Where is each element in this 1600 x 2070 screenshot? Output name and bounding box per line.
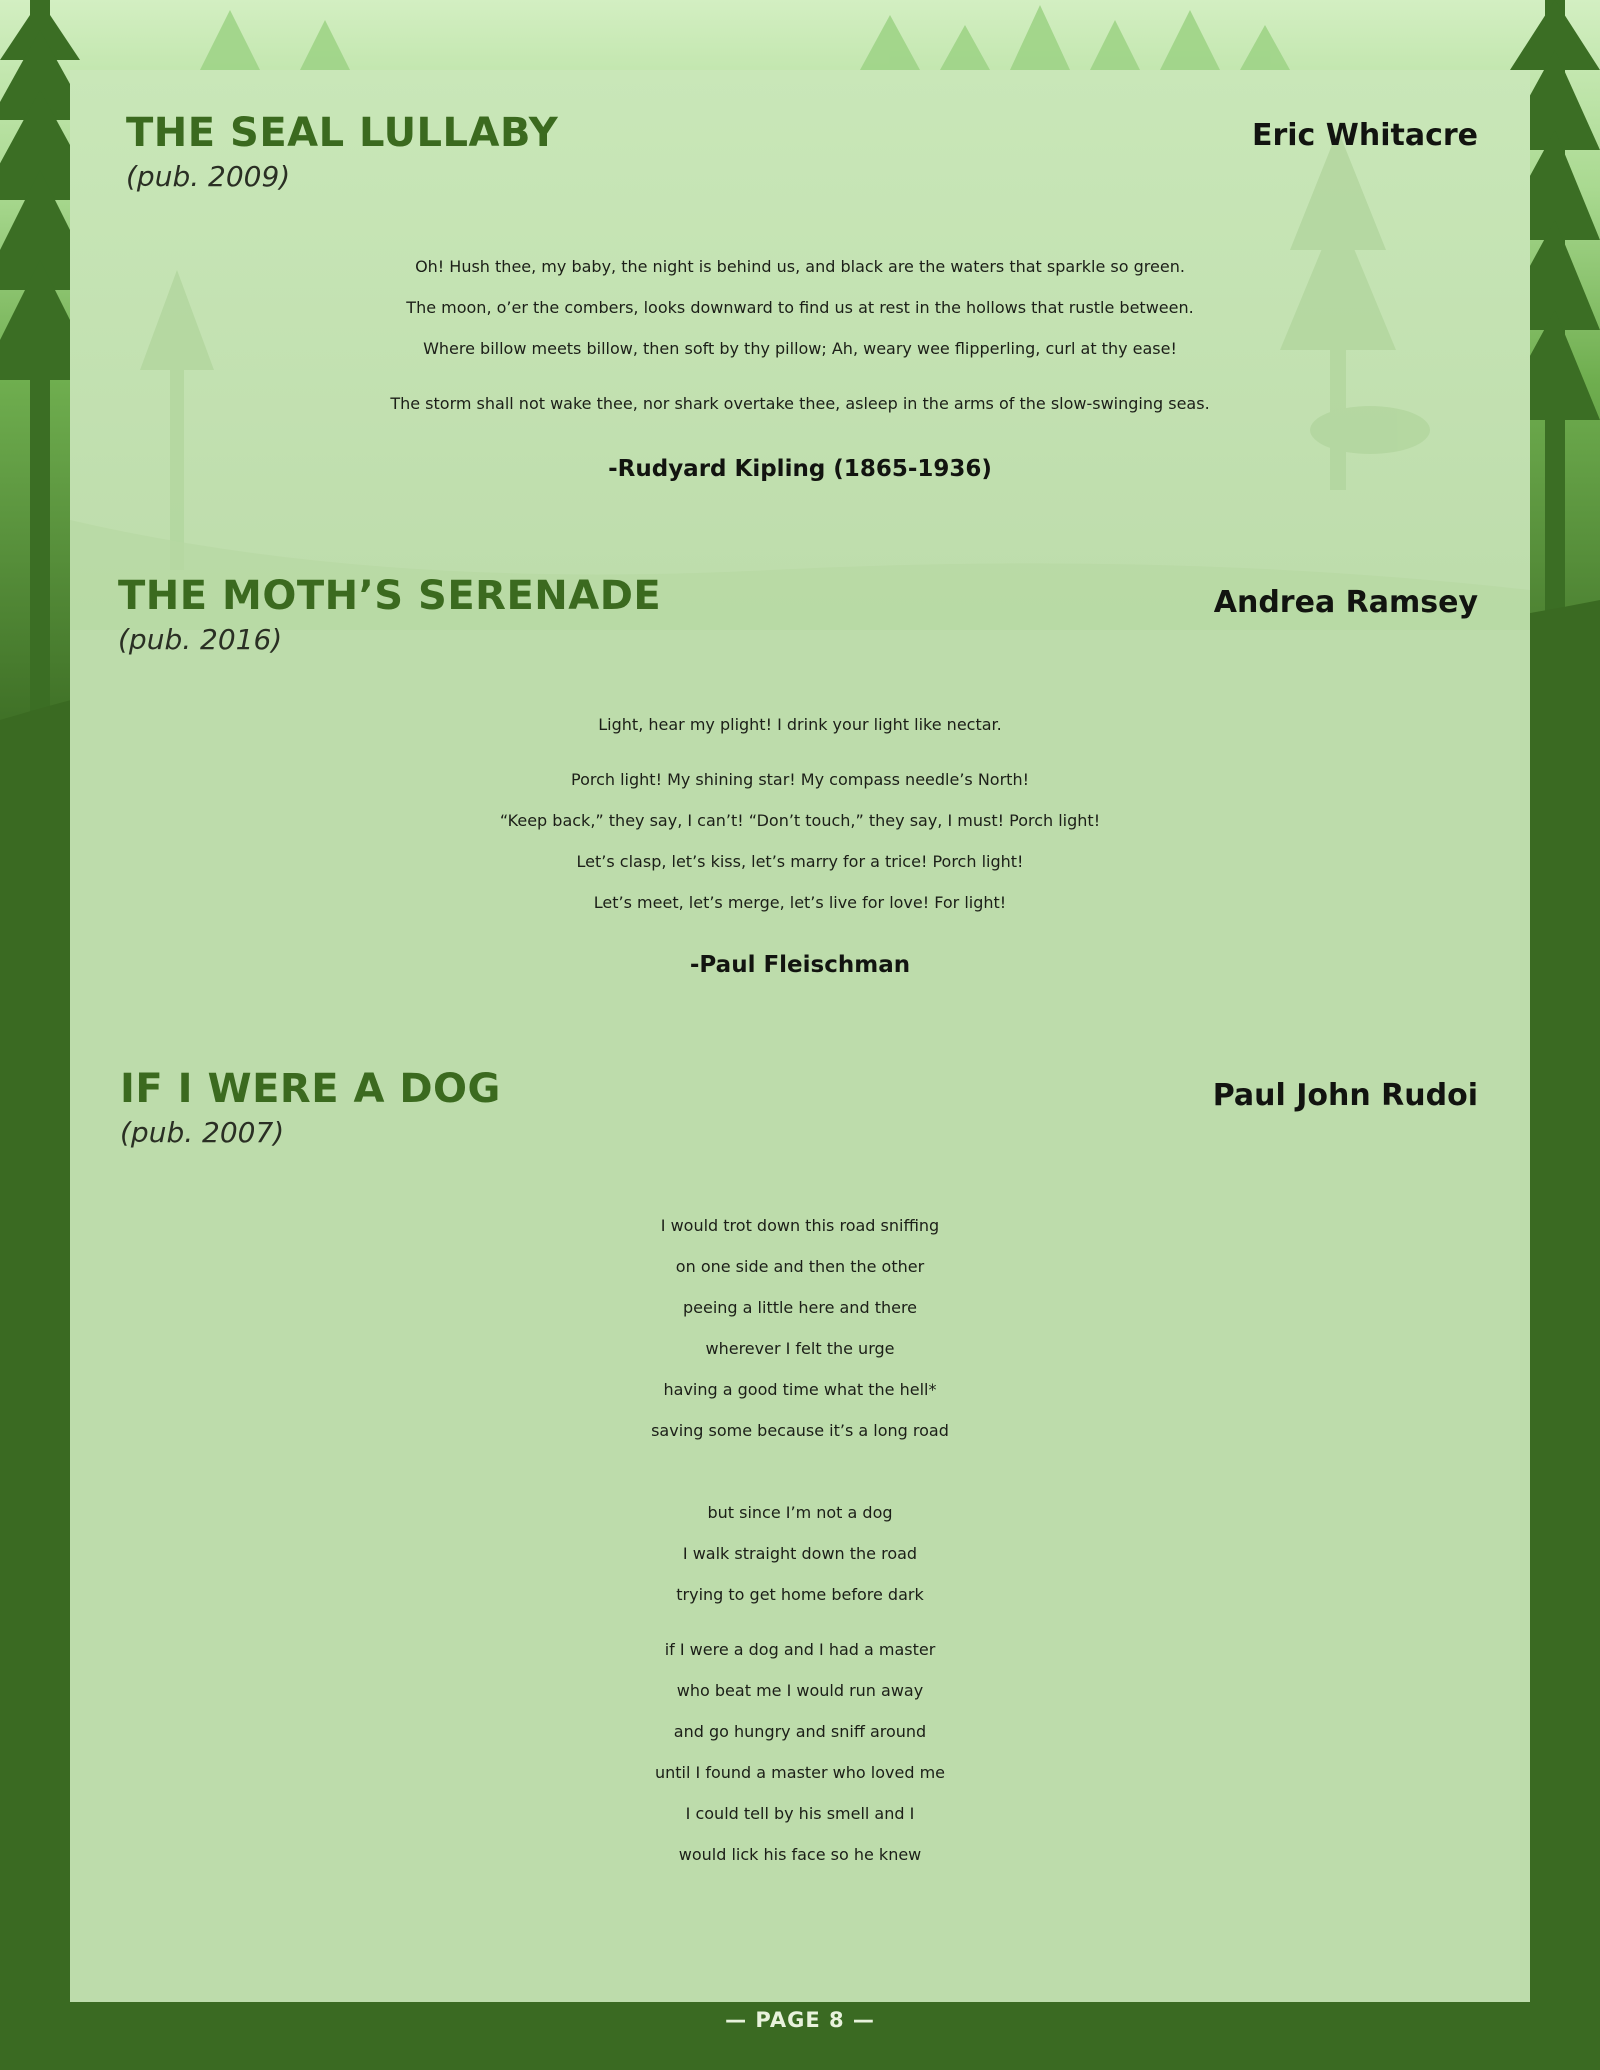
poem-line: Porch light! My shining star! My compass needle’s North! (570, 770, 1029, 789)
poem-line: who beat me I would run away (676, 1681, 924, 1700)
composer-name: Andrea Ramsey (1213, 585, 1478, 620)
poem-line: I walk straight down the road (682, 1544, 918, 1563)
page-content (70, 70, 1530, 2002)
poem-text (70, 246, 1530, 424)
poem-line: if I were a dog and I had a master (664, 1640, 936, 1659)
poem-line: I could tell by his smell and I (685, 1804, 915, 1823)
poem-line: and go hungry and sniff around (673, 1722, 927, 1741)
piece-title: IF I WERE A DOG (120, 1066, 501, 1112)
poem-line: wherever I felt the urge (705, 1339, 895, 1358)
poem-line: on one side and then the other (675, 1257, 925, 1276)
poem-line: Light, hear my plight! I drink your light like nectar. (598, 715, 1002, 734)
poem-line: peeing a little here and there (682, 1298, 918, 1317)
poem-line: Let’s meet, let’s merge, let’s live for love! For light! (593, 893, 1007, 912)
piece-title: THE SEAL LULLABY (126, 110, 559, 156)
content-panel (70, 70, 1530, 2002)
piece-title: THE MOTH’S SERENADE (118, 573, 662, 619)
poem-line: The moon, o’er the combers, looks downward to find us at rest in the hollows that rustle between. (406, 298, 1194, 317)
poem-line: Let’s clasp, let’s kiss, let’s marry for a trice! Porch light! (576, 852, 1024, 871)
composer-name: Eric Whitacre (1251, 118, 1478, 153)
poem-line: trying to get home before dark (676, 1585, 924, 1604)
poem-line: until I found a master who loved me (655, 1763, 945, 1782)
poem-line: I would trot down this road sniffing (660, 1216, 940, 1235)
page-number: — PAGE 8 — (725, 2008, 875, 2032)
poem-text (70, 1205, 1530, 1875)
poem-line: would lick his face so he knew (678, 1845, 922, 1864)
publication-year: (pub. 2009) (126, 160, 291, 193)
poem-line: “Keep back,” they say, I can’t! “Don’t touch,” they say, I must! Porch light! (499, 811, 1101, 830)
poem-line: but since I’m not a dog (707, 1503, 893, 1522)
publication-year: (pub. 2016) (118, 623, 283, 656)
poem-line: Oh! Hush thee, my baby, the night is behind us, and black are the waters that sparkle so green. (415, 257, 1185, 276)
poem-line: The storm shall not wake thee, nor shark overtake thee, asleep in the arms of the slow-swinging seas. (390, 394, 1210, 413)
poem-line: Where billow meets billow, then soft by thy pillow; Ah, weary wee flipperling, curl at thy ease! (423, 339, 1177, 358)
poem-line: saving some because it’s a long road (651, 1421, 949, 1440)
poet-credit: -Rudyard Kipling (1865-1936) (608, 456, 992, 482)
poem-line: having a good time what the hell* (663, 1380, 937, 1399)
composer-name: Paul John Rudoi (1212, 1078, 1478, 1113)
publication-year: (pub. 2007) (120, 1116, 285, 1149)
poet-credit: -Paul Fleischman (689, 952, 911, 978)
poem-text (70, 704, 1530, 923)
